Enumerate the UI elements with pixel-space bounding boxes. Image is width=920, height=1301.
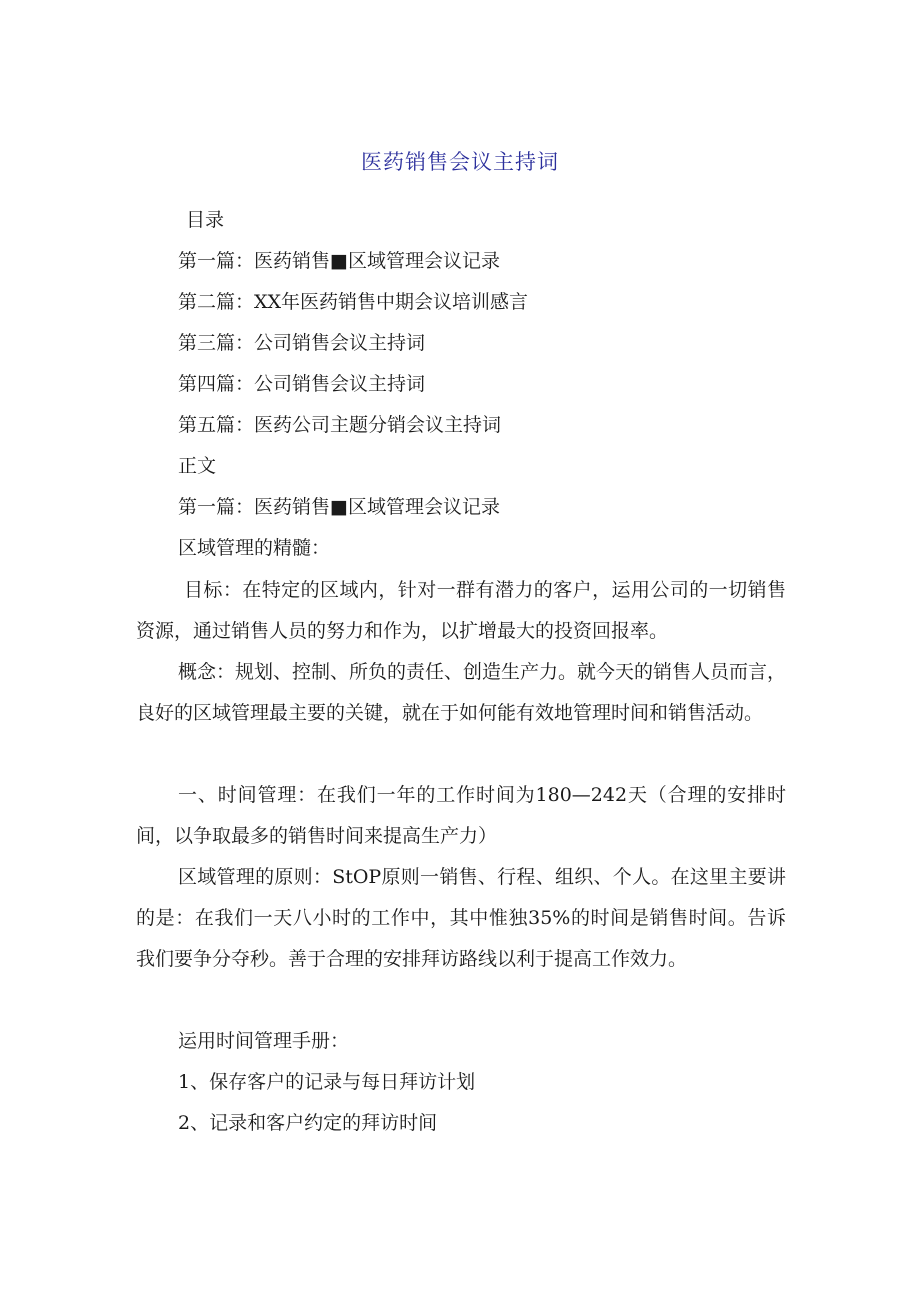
document-title: 医药销售会议主持词 (361, 150, 559, 174)
toc-item-2: 第二篇：XX年医药销售中期会议培训感言 (178, 291, 529, 313)
part1-title: 第一篇：医药销售■区域管理会议记录 (178, 496, 500, 518)
principle-paragraph: 区域管理的原则：StOP原则一销售、行程、组织、个人。在这里主要讲的是：在我们一天八小时的工作中，其中惟独35%的时间是销售时间。告诉我们要争分夺秒。善于合理的安排拜访路线以利于提高工作效力。 (136, 866, 786, 970)
toc-heading: 目录 (186, 209, 225, 231)
toc-item-5: 第五篇：医药公司主题分销会议主持词 (178, 414, 502, 436)
toc-item-4: 第四篇：公司销售会议主持词 (178, 373, 426, 395)
toc-item-1: 第一篇：医药销售■区域管理会议记录 (178, 250, 500, 272)
concept-paragraph: 概念：规划、控制、所负的责任、创造生产力。就今天的销售人员而言，良好的区域管理最主要的关键，就在于如何能有效地管理时间和销售活动。 (136, 661, 787, 724)
handbook-item-2: 2、记录和客户约定的拜访时间 (178, 1112, 438, 1134)
handbook-item-1: 1、保存客户的记录与每日拜访计划 (178, 1071, 476, 1093)
toc-item-3: 第三篇：公司销售会议主持词 (178, 332, 426, 354)
body-heading: 正文 (178, 455, 217, 477)
essence-label: 区域管理的精髓： (178, 537, 331, 559)
time-management-paragraph: 一、时间管理：在我们一年的工作时间为180—242天（合理的安排时间，以争取最多的销售时间来提高生产力） (136, 784, 786, 847)
goal-paragraph: 目标：在特定的区域内，针对一群有潜力的客户，运用公司的一切销售资源，通过销售人员的努力和作为，以扩增最大的投资回报率。 (136, 579, 786, 642)
handbook-label: 运用时间管理手册： (178, 1030, 350, 1052)
